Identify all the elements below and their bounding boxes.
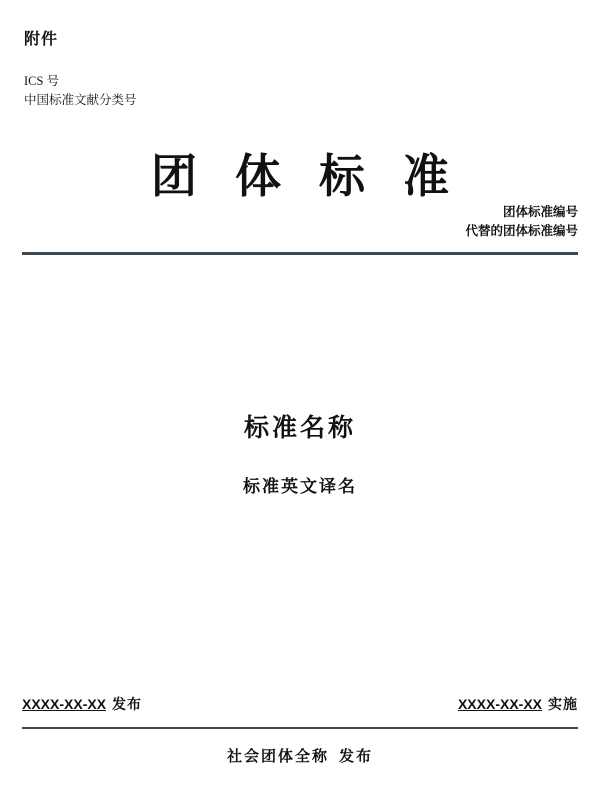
page-title: 团体标准 [151, 150, 487, 202]
footer-date-row [22, 694, 578, 714]
classification-number-line: 中国标准文献分类号 [24, 93, 137, 108]
effective-date: XXXX-XX-XX [457, 696, 542, 712]
standard-number-block [465, 203, 578, 241]
standard-name-english: 标准英文译名 [243, 477, 357, 496]
attachment-label: 附件 [24, 31, 59, 48]
replaced-standard-number-line: 代替的团体标准编号 [465, 223, 578, 238]
ics-block [24, 72, 137, 111]
ics-number-line: ICS 号 [24, 74, 60, 88]
title-block [0, 408, 600, 497]
issue-date-group [22, 694, 142, 714]
issuer-row [0, 745, 600, 766]
effective-date-group [458, 694, 578, 714]
header-divider [22, 252, 578, 255]
standard-name-chinese: 标准名称 [243, 414, 356, 442]
issue-label: 发布 [112, 696, 143, 712]
footer-divider [22, 727, 578, 729]
issuer-name: 社会团体全称 [226, 748, 329, 765]
issue-date: XXXX-XX-XX [22, 696, 107, 712]
effective-label: 实施 [548, 696, 578, 712]
standard-number-line: 团体标准编号 [502, 205, 578, 219]
issuer-publish-label: 发布 [339, 748, 374, 765]
